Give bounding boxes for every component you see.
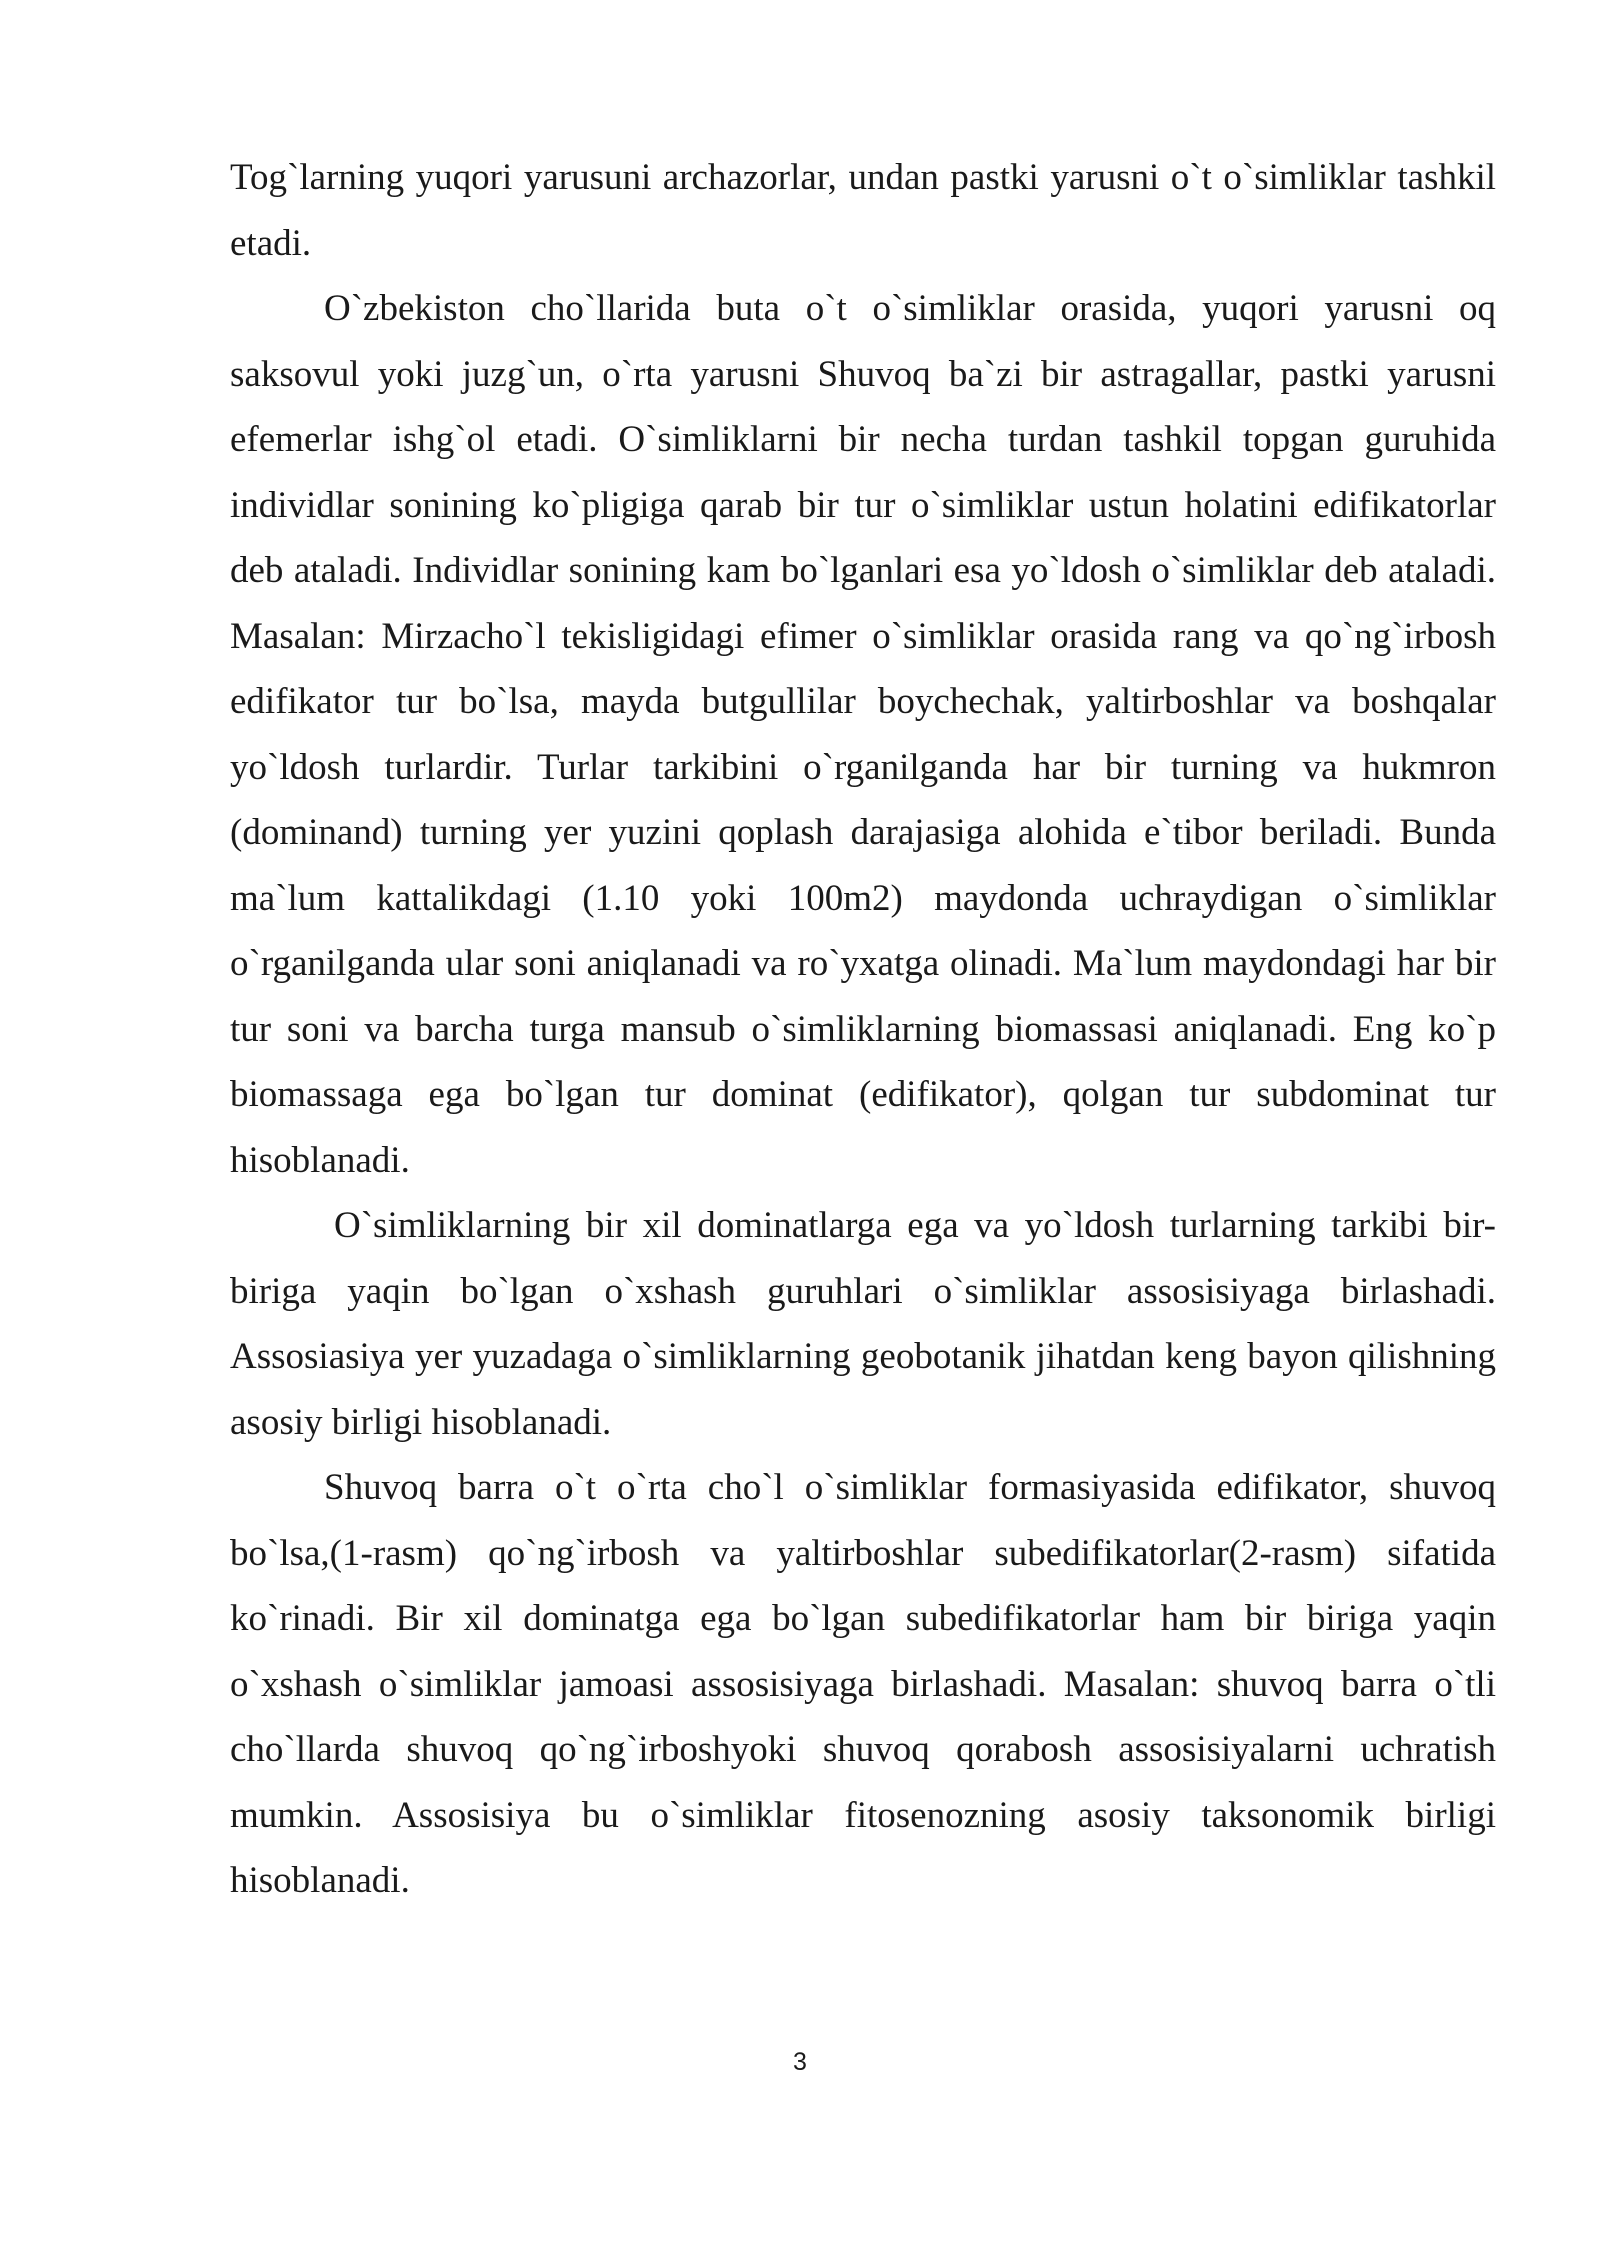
paragraph-3: O`simliklarning bir xil dominatlarga ega va yo`ldosh turlarning tarkibi bir-biriga yaqin bo`lgan o`xshash guruhlari o`simliklar assosisiyaga birlashadi. Assosiasiya yer yuzadaga o`simliklarning geobotanik jihatdan keng bayon qilishning asosiy birligi hisoblanadi. xyxy=(230,1205,1496,1443)
paragraph-1: Tog`larning yuqori yarusuni archazorlar, undan pastki yarusni o`t o`simliklar tashkil etadi. xyxy=(230,157,1496,264)
page-number: 3 xyxy=(793,2048,807,2076)
body-text xyxy=(230,145,1496,1914)
paragraph-2: O`zbekiston cho`llarida buta o`t o`simliklar orasida, yuqori yarusni oq saksovul yoki juzg`un, o`rta yarusni Shuvoq ba`zi bir astragallar, pastki yarusni efemerlar ishg`ol etadi. O`simliklarni bir necha turdan tashkil topgan guruhida individlar sonining ko`pligiga qarab bir tur o`simliklar ustun holatini edifikatorlar deb ataladi. Individlar sonining kam bo`lganlari esa yo`ldosh o`simliklar deb ataladi. Masalan: Mirzacho`l tekisligidagi efimer o`simliklar orasida rang va qo`ng`irbosh edifikator tur bo`lsa, mayda butgullilar boychechak, yaltirboshlar va boshqalar yo`ldosh turlardir. Turlar tarkibini o`rganilganda har bir turning va hukmron (dominand) turning yer yuzini qoplash darajasiga alohida e`tibor beriladi. Bunda ma`lum kattalikdagi (1.10 yoki 100m2) maydonda uchraydigan o`simliklar o`rganilganda ular soni aniqlanadi va ro`yxatga olinadi. Ma`lum maydondagi har bir tur soni va barcha turga mansub o`simliklarning biomassasi aniqlanadi. Eng ko`p biomassaga ega bo`lgan tur dominat (edifikator), qolgan tur subdominat tur hisoblanadi. xyxy=(230,288,1496,1181)
paragraph-4: Shuvoq barra o`t o`rta cho`l o`simliklar formasiyasida edifikator, shuvoq bo`lsa,(1-rasm) qo`ng`irbosh va yaltirboshlar subedifikatorlar(2-rasm) sifatida ko`rinadi. Bir xil dominatga ega bo`lgan subedifikatorlar ham bir biriga yaqin o`xshash o`simliklar jamoasi assosisiyaga birlashadi. Masalan: shuvoq barra o`tli cho`llarda shuvoq qo`ng`irboshyoki shuvoq qorabosh assosisiyalarni uchratish mumkin. Assosisiya bu o`simliklar fitosenozning asosiy taksonomik birligi hisoblanadi. xyxy=(230,1467,1496,1901)
